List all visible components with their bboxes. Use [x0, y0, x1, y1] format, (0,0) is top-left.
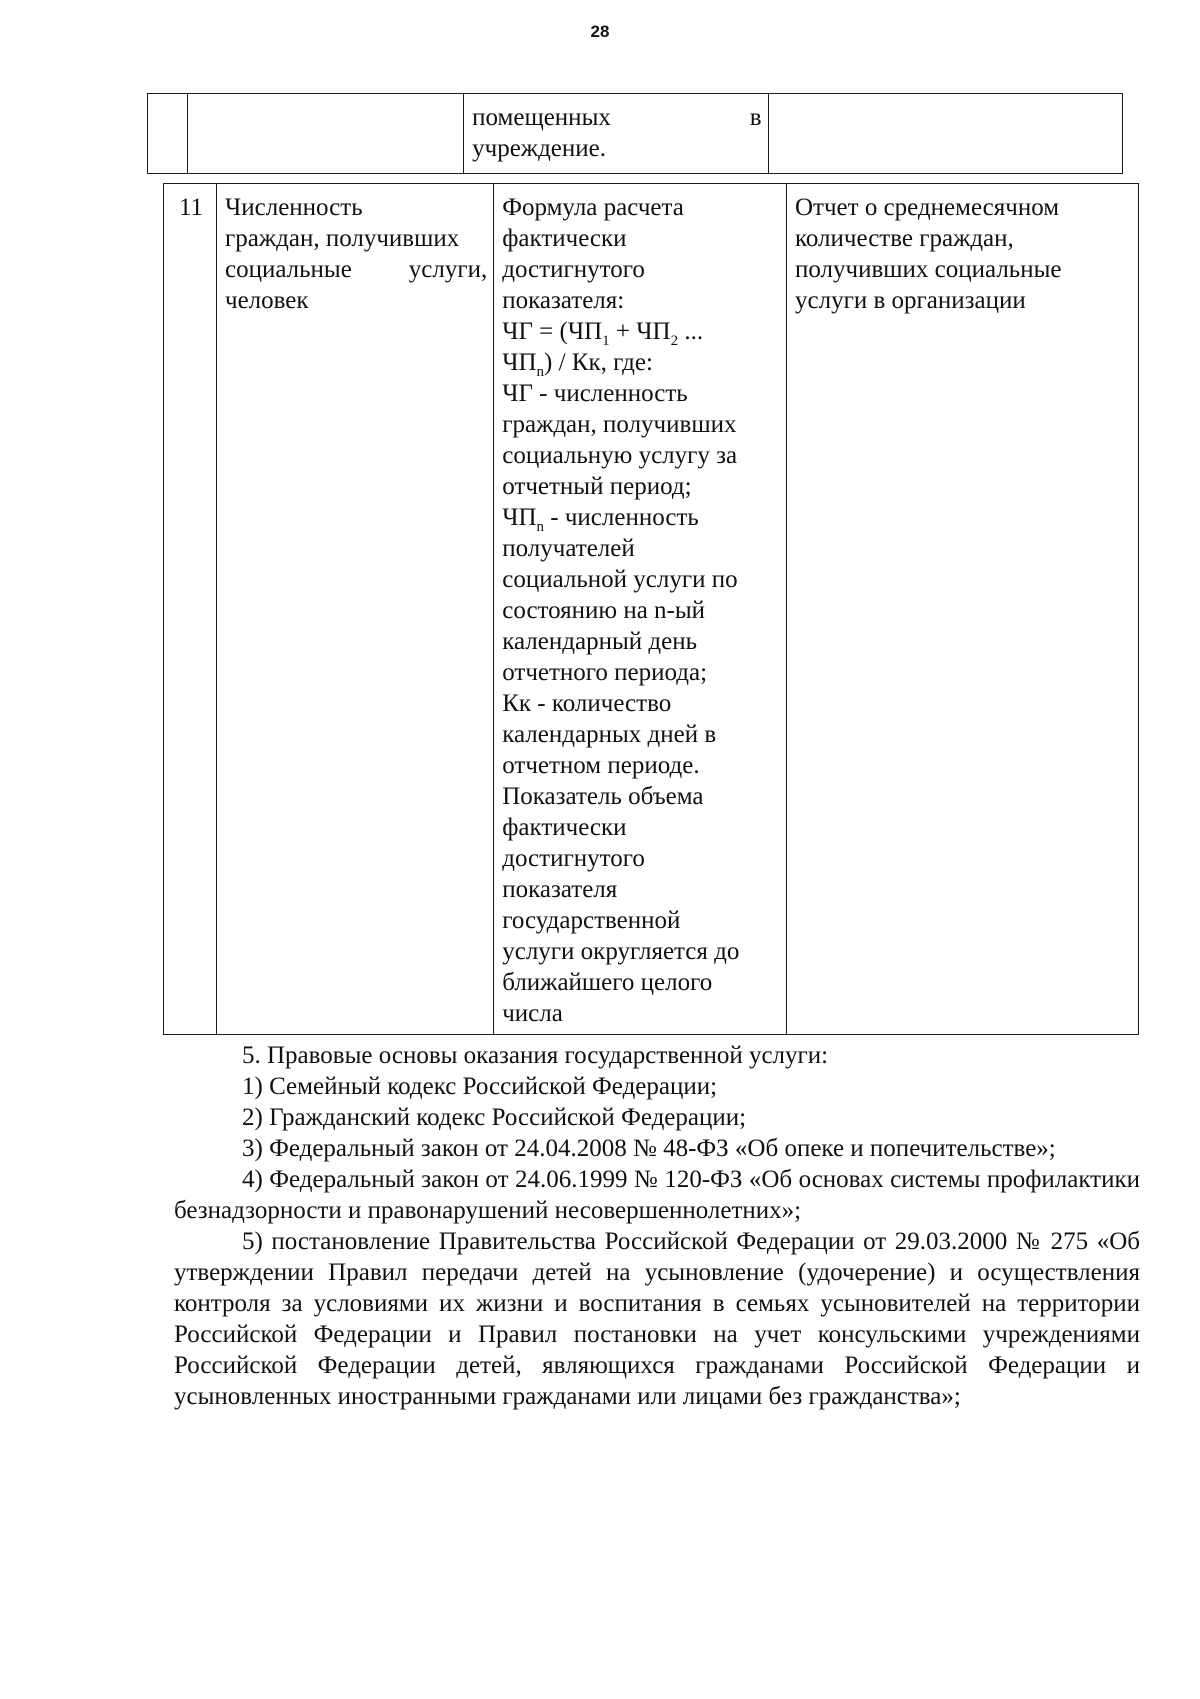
table-cell-method — [464, 94, 768, 174]
formula-line: ЧГ = ($ЧП_1 + ЧП_2$ ... — [502, 318, 704, 349]
legal-item: 2) Гражданский кодекс Российской Федерации; — [242, 1104, 747, 1131]
method-line: социальной услуги по — [502, 566, 738, 593]
indicator-cell — [217, 184, 494, 1035]
method-line: состоянию на n-ый — [502, 597, 706, 624]
method-line: фактически — [502, 814, 627, 841]
method-line: ближайшего целого — [502, 969, 713, 996]
method-continuation-word: помещенных — [472, 104, 611, 131]
method-line: Формула расчета — [502, 194, 684, 221]
method-line: показателя — [502, 876, 618, 903]
method-continuation-end: в — [749, 104, 762, 131]
legal-section — [174, 1040, 1140, 1412]
method-line: достигнутого — [502, 256, 645, 283]
method-cell — [494, 184, 787, 1035]
source-cell — [787, 184, 1139, 1035]
method-line: государственной — [502, 907, 681, 934]
table-row — [148, 94, 1123, 174]
method-line: календарных дней в — [502, 721, 717, 748]
legal-item: 4) Федеральный закон от 24.06.1999 № 120-ФЗ «Об основах системы профилактики безнадзорности и правонарушений несовершеннолетних»; — [174, 1166, 1140, 1224]
method-line: социальную услугу за — [502, 442, 738, 469]
source-line: получивших социальные — [795, 256, 1062, 283]
indicator-line: Численность — [225, 194, 363, 221]
source-line: количестве граждан, — [795, 225, 1014, 252]
table-cell-source — [768, 94, 1122, 174]
legal-item: 3) Федеральный закон от 24.04.2008 № 48-ФЗ «Об опеке и попечительстве»; — [242, 1135, 1056, 1162]
indicator-line: человек — [225, 287, 309, 314]
source-line: услуги в организации — [795, 287, 1026, 314]
indicator-line: социальные услуги, — [225, 256, 488, 283]
section-heading: 5. Правовые основы оказания государственной услуги: — [242, 1042, 829, 1069]
method-continuation-line2: учреждение. — [472, 135, 607, 162]
legal-item: 1) Семейный кодекс Российской Федерации; — [242, 1073, 718, 1100]
method-line: услуги округляется до — [502, 938, 740, 965]
method-line: показателя: — [502, 287, 625, 314]
table-row — [164, 184, 1139, 1035]
method-line: Показатель объема — [502, 783, 704, 810]
method-line: числа — [502, 1000, 563, 1027]
method-line: календарный день — [502, 628, 697, 655]
page-number: 28 — [590, 22, 610, 41]
indicator-line: граждан, получивших — [225, 225, 460, 252]
method-line: ЧГ - численность — [502, 380, 688, 407]
method-line: отчетном периоде. — [502, 752, 700, 779]
legal-item: 5) постановление Правительства Российской Федерации от 29.03.2000 № 275 «Об утверждении Правил передачи детей на усыновление (удочерение) и осуществления контроля за условиями их жизни и воспитания в семьях усыновителей на территории Российской Федерации и Правил постановки на учет консульскими учреждениями Российской Федерации детей, являющихся гражданами Российской Федерации и усыновленных иностранными гражданами или лицами без гражданства»; — [174, 1228, 1140, 1410]
method-line: отчетного периода; — [502, 659, 708, 686]
table-row-11 — [163, 183, 1139, 1035]
method-line: отчетный период; — [502, 473, 692, 500]
source-line: Отчет о среднемесячном — [795, 194, 1060, 221]
formula-line: $ЧП_n$ - численность — [502, 504, 699, 535]
method-line: достигнутого — [502, 845, 645, 872]
method-line: получателей — [502, 535, 635, 562]
method-line: фактически — [502, 225, 627, 252]
row-number: 11 — [164, 184, 217, 1035]
table-cell-indicator — [188, 94, 464, 174]
method-line: Кк - количество — [502, 690, 672, 717]
formula-line: $ЧП_n$) / Кк, где: — [502, 349, 653, 380]
table-cell-num — [148, 94, 188, 174]
method-line: граждан, получивших — [502, 411, 737, 438]
table-continuation — [147, 93, 1123, 174]
